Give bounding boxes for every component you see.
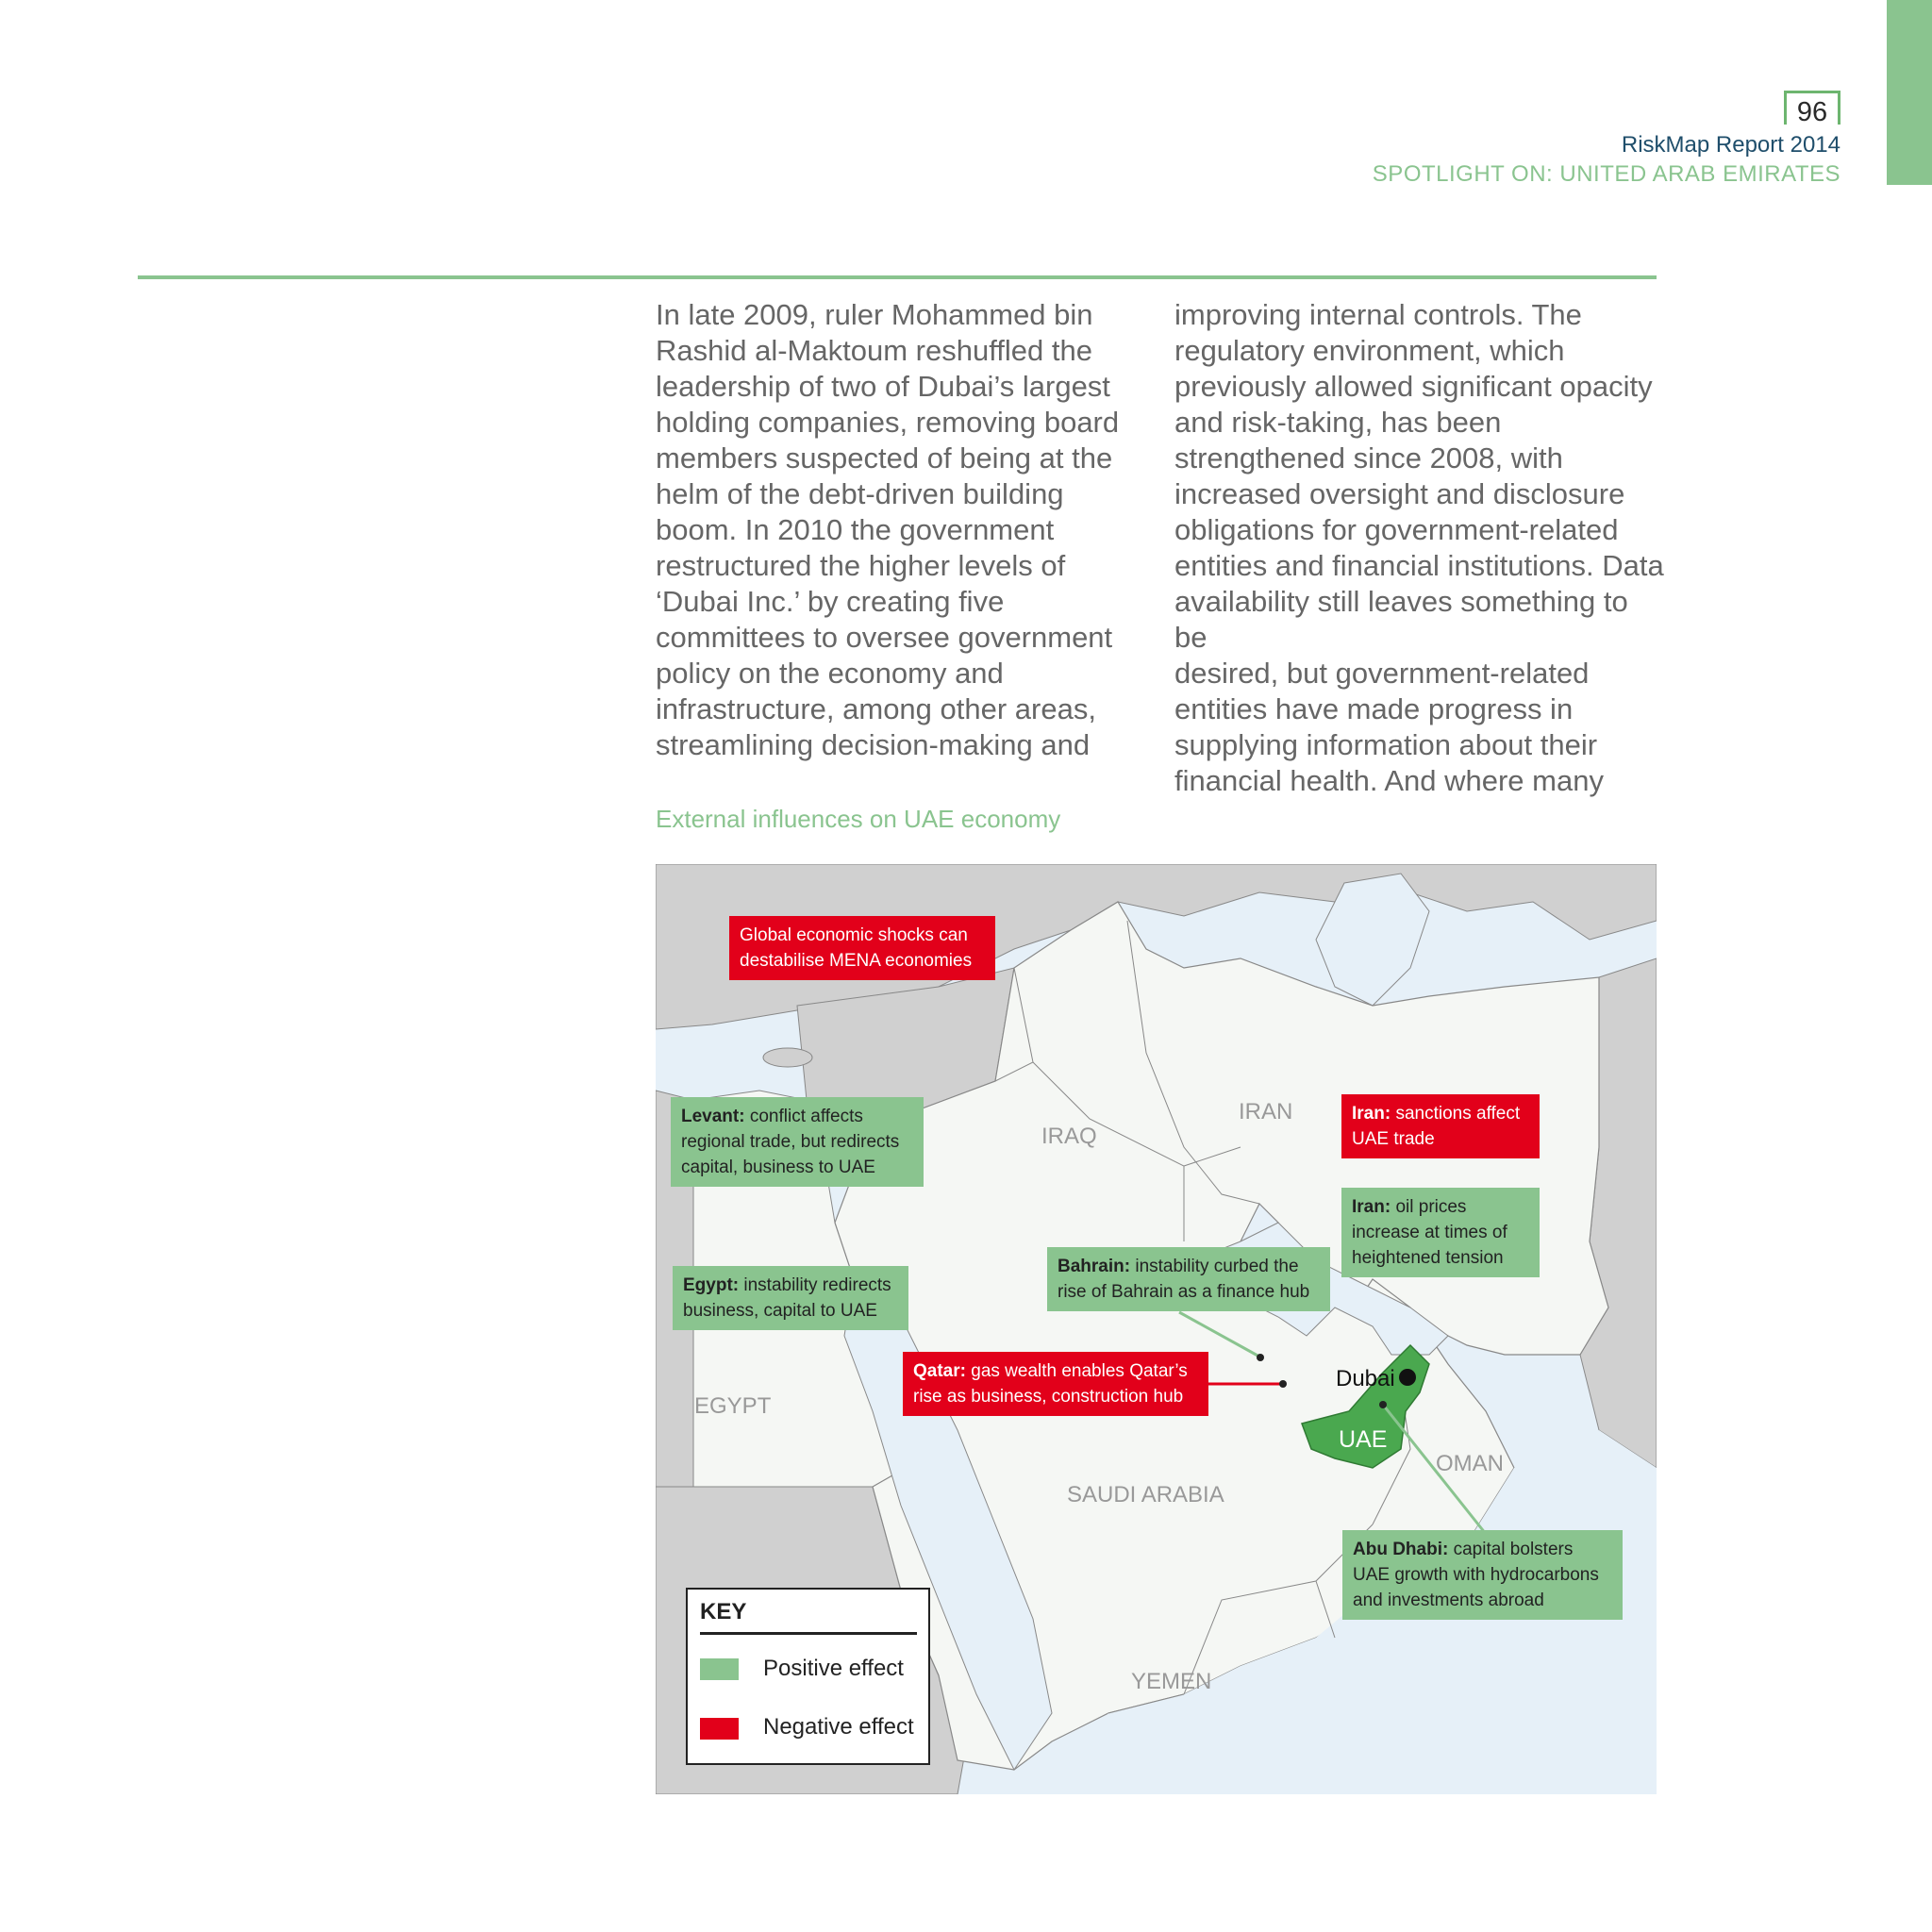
label-iran: IRAN bbox=[1239, 1099, 1293, 1124]
callout-qatar: Qatar: gas wealth enables Qatar’s rise as business, construction hub bbox=[903, 1352, 1208, 1416]
report-title: RiskMap Report 2014 bbox=[1621, 132, 1840, 158]
key-divider bbox=[700, 1632, 917, 1635]
body-text-left: In late 2009, ruler Mohammed bin Rashid al-Maktoum reshuffled the leadership of two of Dubai’s largest holding companies, removing board members suspected of being at the helm of the debt-driven building boom. In 2010 the government restructured the higher levels of ‘Dubai Inc.’ by creating five committees to oversee government policy on the economy and infrastructure, among other areas, streamlining decision-making and bbox=[656, 298, 1120, 761]
label-iraq: IRAQ bbox=[1041, 1124, 1097, 1149]
key-positive-swatch bbox=[700, 1658, 739, 1680]
abudhabi-marker bbox=[1379, 1401, 1387, 1408]
key-positive-label: Positive effect bbox=[763, 1656, 904, 1681]
callout-bahrain: Bahrain: instability curbed the rise of Bahrain as a finance hub bbox=[1047, 1247, 1330, 1311]
body-text-right: improving internal controls. The regulatory environment, which previously allowed significant opacity and risk-taking, has been strengthened since 2008, with increased oversight and disclosure obligations for government-related entities and financial institutions. Data availability still leaves something to be desired, but government-related entities have made progress in supplying information about their financial health. And where many bbox=[1174, 298, 1664, 797]
label-uae: UAE bbox=[1339, 1426, 1388, 1453]
callout-global-shocks: Global economic shocks can destabilise MENA economies bbox=[729, 916, 995, 980]
callout-iran-sanctions: Iran: sanctions affect UAE trade bbox=[1341, 1094, 1540, 1158]
label-egypt: EGYPT bbox=[694, 1393, 772, 1419]
dubai-marker bbox=[1399, 1369, 1416, 1386]
section-tab bbox=[1887, 0, 1932, 185]
bahrain-marker bbox=[1257, 1354, 1264, 1361]
label-yemen: YEMEN bbox=[1131, 1669, 1212, 1694]
header-rule bbox=[138, 275, 1657, 279]
label-dubai: Dubai bbox=[1336, 1366, 1395, 1391]
key-negative-swatch bbox=[700, 1718, 739, 1740]
callout-egypt: Egypt: instability redirects business, capital to UAE bbox=[673, 1266, 908, 1330]
callout-levant: Levant: conflict affects regional trade, but redirects capital, business to UAE bbox=[671, 1097, 924, 1187]
page-number: 96 bbox=[1784, 91, 1840, 125]
figure-title: External influences on UAE economy bbox=[656, 805, 1061, 833]
callout-iran-oil: Iran: oil prices increase at times of heightened tension bbox=[1341, 1188, 1540, 1277]
key-title: KEY bbox=[700, 1599, 747, 1624]
section-title: SPOTLIGHT ON: UNITED ARAB EMIRATES bbox=[1372, 161, 1840, 187]
label-oman: OMAN bbox=[1436, 1451, 1504, 1476]
callout-abu-dhabi: Abu Dhabi: capital bolsters UAE growth with hydrocarbons and investments abroad bbox=[1342, 1530, 1623, 1620]
map-key bbox=[686, 1588, 930, 1765]
key-negative-label: Negative effect bbox=[763, 1714, 914, 1740]
label-saudi-arabia: SAUDI ARABIA bbox=[1067, 1482, 1224, 1507]
qatar-marker bbox=[1279, 1380, 1287, 1388]
cyprus bbox=[763, 1048, 812, 1067]
